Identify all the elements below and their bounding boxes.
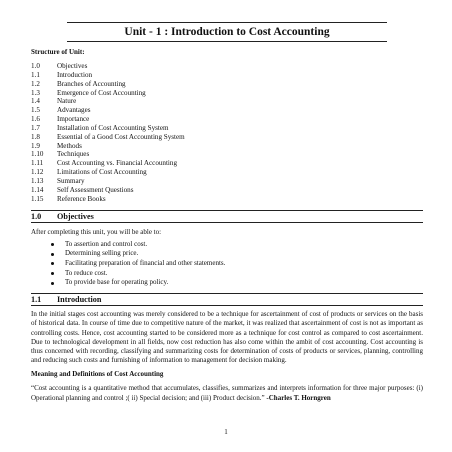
- toc-number: 1.1: [31, 70, 40, 79]
- toc-label: Techniques: [57, 150, 90, 159]
- objectives-intro: After completing this unit, you will be able to:: [31, 227, 162, 236]
- structure-heading: Structure of Unit:: [31, 48, 85, 56]
- objective-item: [31, 278, 423, 288]
- objective-text: Determining selling price.: [65, 249, 139, 258]
- toc-row: [31, 195, 423, 204]
- introduction-section-header: [31, 293, 423, 306]
- objective-text: To provide base for operating policy.: [65, 278, 169, 287]
- toc-number: 1.5: [31, 106, 40, 115]
- toc-row: [31, 159, 423, 168]
- quote-text: “Cost accounting is a quantitative method that accumulates, classifies, summarizes and interprets information for three major purposes: (i) Operational planning and control ;( ii) Special decision; and (iii) Product decision.”: [31, 384, 423, 402]
- toc-row: [31, 62, 423, 71]
- definitions-subheading: Meaning and Definitions of Cost Accounting: [31, 370, 164, 379]
- document-page: [31, 22, 423, 403]
- toc-label: Introduction: [57, 70, 93, 79]
- toc-label: Methods: [57, 141, 82, 150]
- bullet-icon: [51, 282, 54, 285]
- bullet-icon: [51, 253, 54, 256]
- bullet-icon: [51, 243, 54, 246]
- toc-row: [31, 150, 423, 159]
- toc-label: Objectives: [57, 62, 88, 70]
- objective-text: To reduce cost.: [65, 268, 108, 277]
- toc-row: [31, 97, 423, 106]
- bullet-icon: [51, 262, 54, 265]
- toc-number: 1.10: [31, 150, 44, 159]
- objectives-list: [31, 240, 423, 288]
- objective-item: [31, 249, 423, 259]
- toc-number: 1.15: [31, 194, 44, 203]
- bullet-icon: [51, 272, 54, 275]
- toc-number: 1.12: [31, 168, 44, 177]
- quote-author: -Charles T. Horngren: [266, 393, 331, 402]
- toc-number: 1.2: [31, 79, 40, 88]
- toc-number: 1.6: [31, 115, 40, 124]
- definition-quote: [31, 384, 423, 402]
- table-of-contents: [31, 62, 423, 204]
- toc-number: 1.7: [31, 123, 40, 132]
- toc-row: [31, 89, 423, 98]
- toc-label: Advantages: [57, 106, 91, 115]
- toc-row: [31, 142, 423, 151]
- toc-number: 1.8: [31, 132, 40, 141]
- toc-label: Cost Accounting vs. Financial Accounting: [57, 159, 177, 168]
- toc-row: [31, 186, 423, 195]
- page-number: 1: [224, 428, 228, 436]
- toc-label: Limitations of Cost Accounting: [57, 168, 147, 177]
- toc-row: [31, 80, 423, 89]
- objective-item: [31, 259, 423, 269]
- toc-label: Installation of Cost Accounting System: [57, 123, 169, 132]
- introduction-section-number: 1.1: [31, 295, 42, 305]
- toc-row: [31, 168, 423, 177]
- toc-row: [31, 106, 423, 115]
- objectives-section-title: Objectives: [57, 211, 94, 221]
- toc-row: [31, 71, 423, 80]
- toc-number: 1.14: [31, 185, 44, 194]
- toc-label: Self Assessment Questions: [57, 185, 134, 194]
- introduction-paragraph: In the initial stages cost accounting was merely considered to be a technique for ascertainment of cost of products or services on the basis of historical data. In course of time due to competitive nature of the market, it was realized that ascertainment of cost is not as important as controlling costs. Hence, cost accounting started to be considered more as a technique for cost control as compared to cost ascertainment. Due to technological development in all fields, now cost reduction has also come within the ambit of cost accounting. Cost accounting is thus concerned with recording, classifying and summarizing costs for determination of costs of products or services, planning, controlling and reducing such costs and furnishing of information to management for decision making.: [31, 310, 423, 365]
- objective-text: Facilitating preparation of financial and other statements.: [65, 259, 226, 268]
- toc-label: Importance: [57, 115, 90, 124]
- toc-number: 1.3: [31, 88, 40, 97]
- toc-row: [31, 133, 423, 142]
- toc-label: Reference Books: [57, 194, 106, 203]
- objective-text: To assertion and control cost.: [65, 239, 148, 248]
- toc-row: [31, 115, 423, 124]
- toc-number: 1.13: [31, 176, 44, 185]
- objective-item: [31, 240, 423, 250]
- unit-title: Unit - 1 : Introduction to Cost Accounting: [67, 22, 387, 42]
- toc-number: 1.4: [31, 97, 40, 106]
- objectives-section-header: [31, 210, 423, 223]
- toc-label: Summary: [57, 176, 85, 185]
- toc-number: 1.0: [31, 62, 40, 70]
- toc-row: [31, 124, 423, 133]
- toc-label: Branches of Accounting: [57, 79, 126, 88]
- objective-item: [31, 269, 423, 279]
- toc-number: 1.11: [31, 159, 44, 168]
- toc-number: 1.9: [31, 141, 40, 150]
- toc-label: Nature: [57, 97, 77, 106]
- toc-label: Essential of a Good Cost Accounting System: [57, 132, 185, 141]
- objectives-section-number: 1.0: [31, 211, 42, 221]
- toc-row: [31, 177, 423, 186]
- introduction-section-title: Introduction: [57, 295, 102, 305]
- toc-label: Emergence of Cost Accounting: [57, 88, 146, 97]
